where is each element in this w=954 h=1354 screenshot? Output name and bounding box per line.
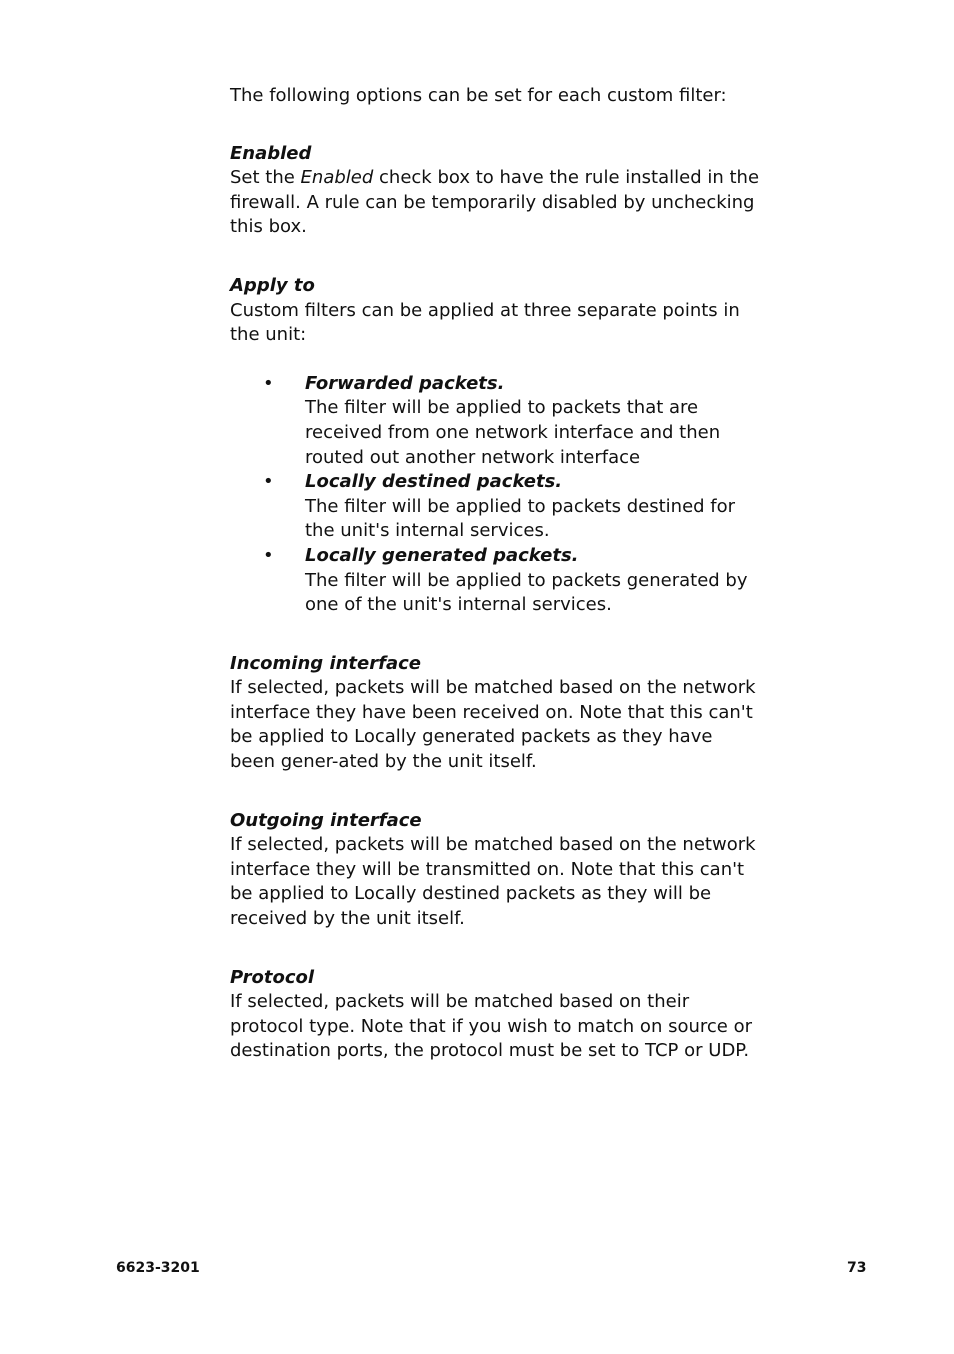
list-item (230, 544, 760, 618)
section-heading: Incoming interface (230, 652, 421, 674)
body-text: check box to have the rule installed in the firewall. A rule can be temporarily disabled by unchecking this box. (230, 167, 760, 238)
bullet-icon: • (263, 471, 274, 493)
page-number: 73 (847, 1260, 867, 1276)
section-heading: Protocol (230, 966, 315, 988)
list-item (230, 372, 760, 470)
intro-text: The following options can be set for each custom filter: (230, 85, 727, 106)
list-item (230, 470, 760, 544)
bullet-list (230, 372, 760, 618)
section-apply-to (230, 274, 760, 618)
bullet-title: Forwarded packets. (305, 372, 505, 394)
section-heading: Apply to (230, 274, 315, 296)
section-body: If selected, packets will be matched based on the network interface they have been received on. Note that this can't be applied to Locally generated packets as they have been gener-ated by the unit itself. (230, 677, 756, 773)
bullet-title: Locally destined packets. (305, 471, 563, 493)
section-protocol (230, 966, 760, 1064)
section-heading: Outgoing interface (230, 809, 422, 831)
section-outgoing-interface (230, 809, 760, 932)
section-body: If selected, packets will be matched based on their protocol type. Note that if you wish to match on source or destination ports, the protocol must be set to TCP or UDP. (230, 991, 752, 1062)
section-incoming-interface (230, 652, 760, 775)
body-text: Set the (230, 167, 301, 189)
bullet-icon: • (263, 544, 274, 566)
section-body: If selected, packets will be matched based on the network interface they will be transmitted on. Note that this can't be applied to Locally destined packets as they will be received by the unit itself. (230, 834, 756, 930)
bullet-title: Locally generated packets. (305, 544, 579, 566)
bullet-description: The filter will be applied to packets that are received from one network interface and then routed out another network interface (305, 397, 721, 468)
page-content (230, 84, 760, 1098)
section-body: Custom filters can be applied at three separate points in the unit: (230, 299, 740, 346)
bullet-description: The filter will be applied to packets generated by one of the unit's internal services. (305, 569, 748, 616)
section-body (230, 166, 760, 240)
section-heading: Enabled (230, 142, 312, 164)
bullet-description: The filter will be applied to packets destined for the unit's internal services. (305, 495, 736, 542)
bullet-icon: • (263, 372, 274, 394)
body-emphasis: Enabled (300, 167, 374, 189)
section-enabled (230, 142, 760, 240)
document-number: 6623-3201 (116, 1260, 200, 1276)
